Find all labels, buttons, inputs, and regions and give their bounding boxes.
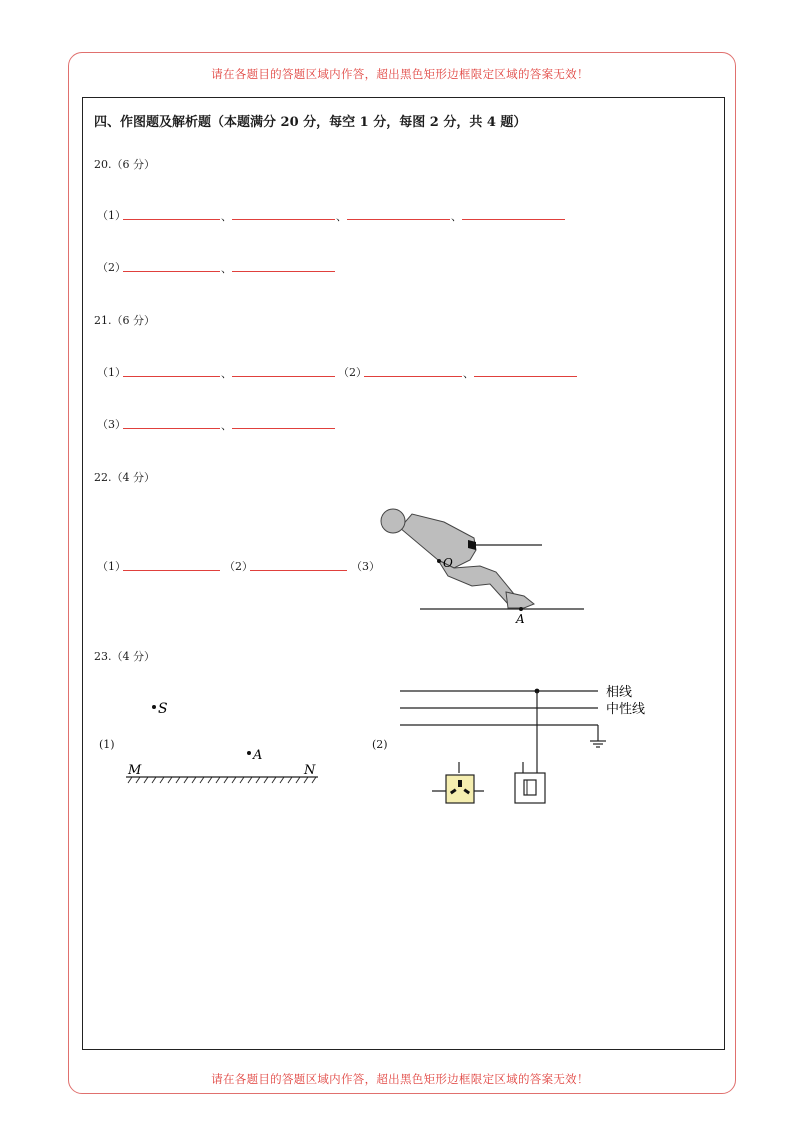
section-title: 四、作图题及解析题（本题满分 20 分，每空 1 分，每图 2 分，共 4 题） xyxy=(94,115,527,130)
socket-icon xyxy=(446,775,474,803)
q20-part2-label: （2） xyxy=(97,261,126,274)
ground-symbol-icon xyxy=(590,741,606,747)
q21-label: 21.（6 分） xyxy=(94,314,155,327)
q21-part2-label: （2） xyxy=(338,366,367,379)
warning-bottom: 请在各题目的答题区域内作答，超出黑色矩形边框限定区域的答案无效！ xyxy=(211,1072,589,1086)
point-s-label: S xyxy=(158,701,168,717)
point-o-label: O xyxy=(443,556,453,570)
neutral-wire-label: 中性线 xyxy=(606,702,646,717)
q20-blank-4[interactable] xyxy=(462,219,565,220)
point-a-label: A xyxy=(253,748,263,763)
q20-blank-1[interactable] xyxy=(123,219,220,220)
point-a-dot xyxy=(519,607,523,611)
head-shape xyxy=(381,509,405,533)
mirror-hatching xyxy=(128,777,316,783)
q22-part2-label: （2） xyxy=(224,560,253,573)
circuit-diagram xyxy=(396,680,676,830)
q22-blank-2[interactable] xyxy=(250,570,347,571)
foot-shape xyxy=(506,592,534,608)
point-a-dot xyxy=(247,751,251,755)
separator: 、 xyxy=(221,419,232,432)
q20-blank-5[interactable] xyxy=(123,271,220,272)
q23-label: 23.（4 分） xyxy=(94,650,155,663)
separator: 、 xyxy=(336,210,347,223)
q21-blank-2[interactable] xyxy=(232,376,335,377)
q21-blank-3[interactable] xyxy=(364,376,462,377)
live-wire-label: 相线 xyxy=(606,685,633,700)
socket-pin-top xyxy=(458,780,462,787)
q20-label: 20.（6 分） xyxy=(94,158,155,171)
point-s-dot xyxy=(152,705,156,709)
q20-part1-label: （1） xyxy=(97,209,126,222)
q22-label: 22.（4 分） xyxy=(94,471,155,484)
pushup-figure xyxy=(372,500,592,630)
q23-part2-label: (2) xyxy=(372,738,388,751)
mirror-diagram xyxy=(122,694,332,794)
separator: 、 xyxy=(451,210,462,223)
q22-part1-label: （1） xyxy=(97,560,126,573)
q20-blank-3[interactable] xyxy=(347,219,450,220)
q20-blank-6[interactable] xyxy=(232,271,335,272)
q22-part3-label: （3） xyxy=(351,560,380,573)
warning-top: 请在各题目的答题区域内作答，超出黑色矩形边框限定区域的答案无效！ xyxy=(211,67,589,81)
q21-blank-5[interactable] xyxy=(123,428,220,429)
q20-blank-2[interactable] xyxy=(232,219,335,220)
separator: 、 xyxy=(221,210,232,223)
q21-part3-label: （3） xyxy=(97,418,126,431)
q21-blank-6[interactable] xyxy=(232,428,335,429)
point-n-label: N xyxy=(304,763,316,778)
separator: 、 xyxy=(221,262,232,275)
q21-blank-1[interactable] xyxy=(123,376,220,377)
separator: 、 xyxy=(463,367,474,380)
point-a-label: A xyxy=(516,612,525,626)
q22-blank-1[interactable] xyxy=(123,570,220,571)
q21-part1-label: （1） xyxy=(97,366,126,379)
separator: 、 xyxy=(221,367,232,380)
switch-rocker xyxy=(524,780,536,795)
point-o-dot xyxy=(437,559,441,563)
q23-part1-label: (1) xyxy=(99,738,115,751)
point-m-label: M xyxy=(128,763,142,778)
q21-blank-4[interactable] xyxy=(474,376,577,377)
